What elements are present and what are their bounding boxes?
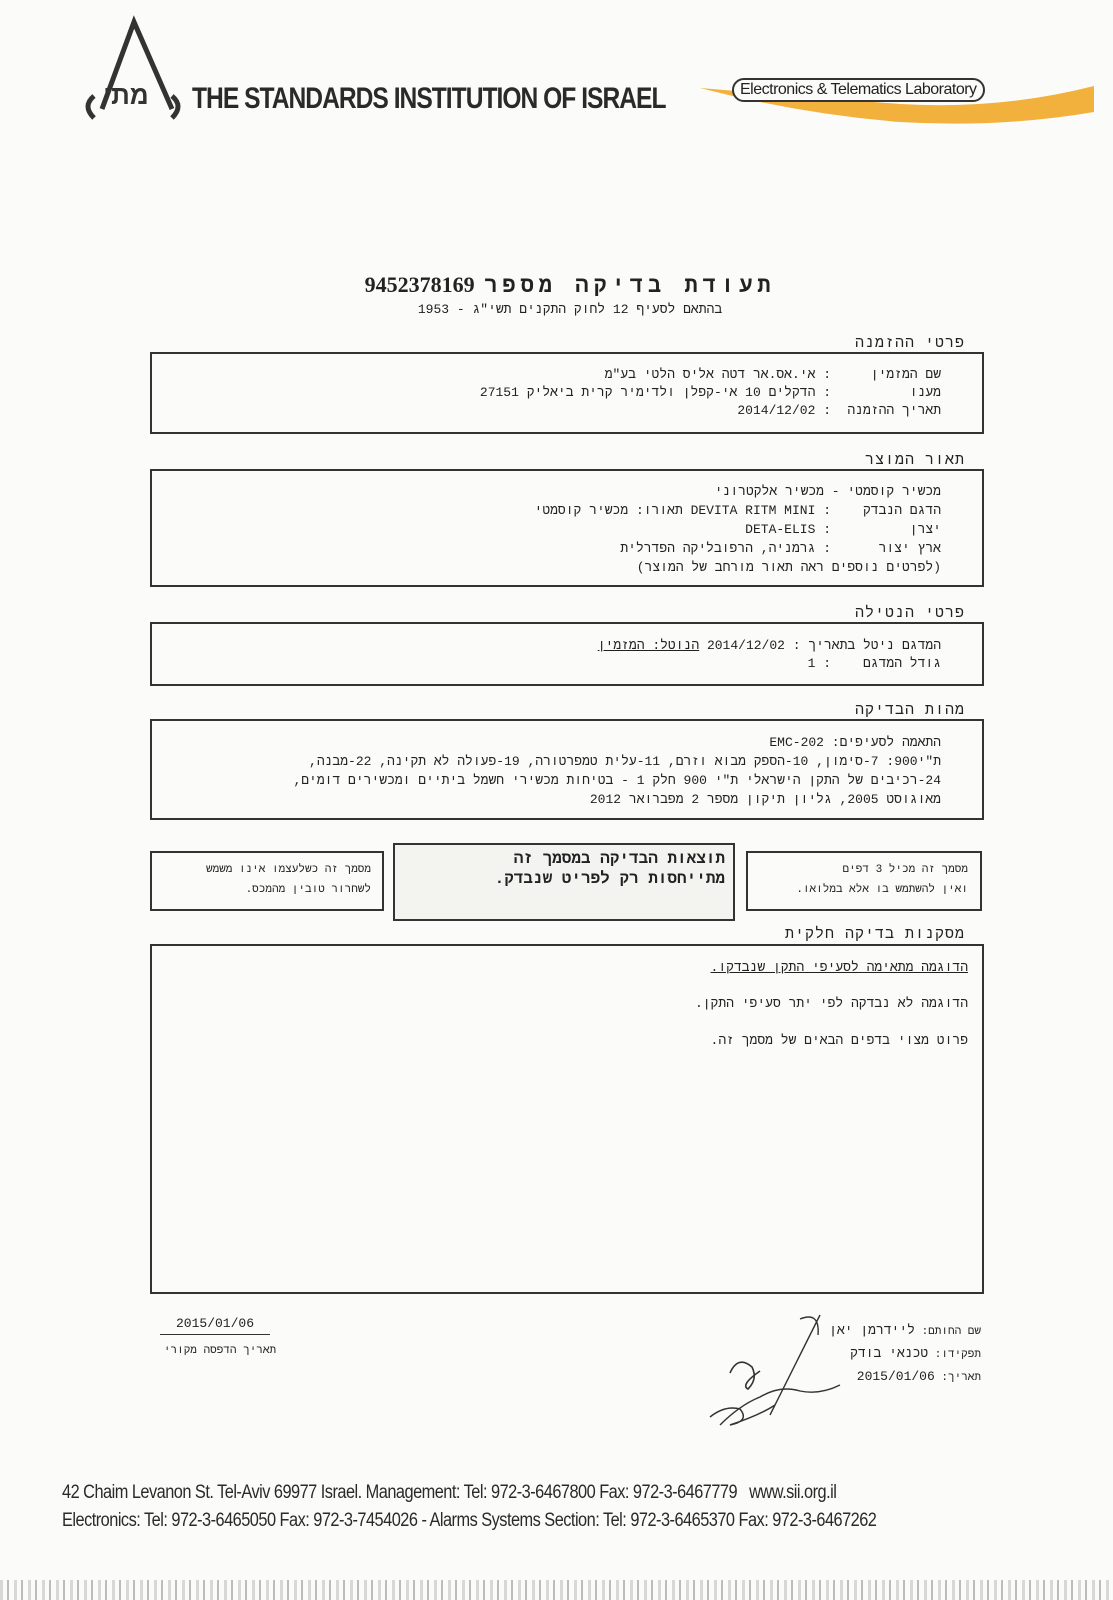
colon: :	[815, 503, 831, 518]
conclusions-line1: הדוגמה מתאימה לסעיפי התקן שנבדקו.	[710, 960, 968, 975]
order-heading: פרטי ההזמנה	[854, 335, 965, 352]
test-line2: ת"י900: 7-סימון, 10-הספק מבוא וזרם, 11-עלית טמפרטורה, 19-פעולה לא תקינה, 22-מבנה,	[309, 754, 941, 769]
order-label: מענו	[909, 385, 941, 400]
sign-date-label: תאריך:	[941, 1372, 981, 1384]
footer-line2: Electronics: Tel: 972-3-6465050 Fax: 972-3-7454026 - Alarms Systems Section: Tel: 972-3-6465370 Fax: 972-3-6467262	[62, 1510, 877, 1531]
sign-date-value: 2015/01/06	[856, 1369, 935, 1384]
notice-center-line2: מתייחסות רק לפריט שנבדק.	[494, 870, 725, 888]
notice-left-line1: מסמך זה כשלעצמו אינו משמש	[205, 864, 371, 876]
certificate-title	[350, 272, 790, 299]
colon: :	[815, 367, 831, 382]
product-row-maker	[745, 522, 941, 537]
sampling-by: הנוטל: המזמין	[597, 638, 700, 653]
product-row-model	[535, 503, 941, 518]
order-value: 2014/12/02	[737, 403, 816, 418]
product-note: (לפרטים נוספים ראה תאור מורחב של המוצר)	[636, 560, 941, 575]
sampling-date: 2014/12/02	[706, 638, 785, 653]
conclusions-heading: מסקנות בדיקה חלקית	[784, 926, 965, 943]
sampling-row-date	[598, 638, 941, 653]
role-row	[850, 1346, 981, 1361]
colon: :	[784, 638, 809, 653]
product-value: DETA-ELIS	[745, 522, 816, 537]
order-value: הדקלים 10 אי-קפלן ולדימיר קרית ביאליק 27151	[479, 385, 816, 400]
sampling-size: 1	[807, 656, 816, 671]
order-row-date	[737, 403, 941, 418]
notice-right-box	[746, 851, 982, 911]
order-row-customer	[605, 367, 941, 382]
notice-left-box	[150, 851, 384, 911]
colon: :	[815, 541, 831, 556]
role-value: טכנאי בודק	[850, 1346, 929, 1361]
sampling-row-size	[808, 656, 941, 671]
conclusions-line3: פרוט מצוי בדפים הבאים של מסמך זה.	[710, 1033, 968, 1048]
conclusions-line2: הדוגמה לא נבדקה לפי יתר סעיפי התקן.	[694, 996, 968, 1011]
notice-left-line2: לשחרור טובין מהמכס.	[245, 884, 371, 896]
sampling-box	[150, 622, 984, 686]
notice-right-line2: ואין להשתמש בו אלא במלואו.	[796, 884, 968, 896]
certificate-subtitle: בהתאם לסעיף 12 לחוק התקנים תשי"ג - 1953	[417, 302, 723, 317]
colon: :	[815, 403, 831, 418]
order-value: אי.אס.אר דטה אליס הלטי בע"מ	[604, 367, 816, 382]
order-row-address	[480, 385, 941, 400]
notice-center-line1: תוצאות הבדיקה במסמך זה	[513, 850, 725, 868]
institution-name: THE STANDARDS INSTITUTION OF ISRAEL	[192, 82, 666, 115]
product-label: יצרן	[909, 522, 941, 537]
signer-name: ליידרמן יאן	[829, 1323, 915, 1338]
colon: :	[815, 522, 831, 537]
test-line4: מאוגוסט 2005, גליון תיקון מספר 2 מפברואר 2012	[589, 792, 941, 807]
product-label: ארץ יצור	[878, 541, 941, 556]
sign-date-row	[857, 1369, 981, 1384]
product-value: DEVITA RITM MINI תאורו: מכשיר קוסמטי	[534, 503, 816, 518]
print-date: 2015/01/06	[160, 1316, 270, 1335]
certificate-number: 9452378169	[364, 272, 475, 297]
product-line1: מכשיר קוסמטי - מכשיר אלקטרוני	[714, 484, 941, 499]
footer-line1: 42 Chaim Levanon St. Tel-Aviv 69977 Israel. Management: Tel: 972-3-6467800 Fax: 972-3-6467779 www.sii.org.il	[62, 1482, 837, 1503]
certificate-title-text: תעודת בדיקה מספר	[484, 274, 776, 299]
test-line1: התאמה לסעיפים: EMC-202	[769, 735, 941, 750]
lab-label: Electronics & Telematics Laboratory	[732, 78, 985, 102]
order-label: שם המזמין	[870, 367, 941, 382]
scan-barcode-strip	[0, 1580, 1113, 1600]
test-heading: מהות הבדיקה	[854, 702, 965, 719]
test-line3: 24-רכיבים של התקן הישראלי ת"י 900 חלק 1 - בטיחות מכשירי חשמל ביתיים ומכשירים דומים,	[293, 773, 941, 788]
notice-right-line1: מסמך זה מכיל 3 דפים	[842, 864, 968, 876]
role-label: תפקידו:	[934, 1349, 981, 1361]
signer-label: שם החותם:	[921, 1326, 981, 1338]
product-label: הדגם הנבדק	[862, 503, 941, 518]
colon: :	[815, 656, 831, 671]
sampling-heading: פרטי הנטילה	[854, 605, 965, 622]
product-heading: תאור המוצר	[864, 452, 965, 469]
logo-text: מתי	[103, 80, 149, 110]
product-row-country	[620, 541, 941, 556]
handwritten-signature	[700, 1305, 850, 1435]
product-value: גרמניה, הרפובליקה הפדרלית	[620, 541, 816, 556]
order-label: תאריך ההזמנה	[847, 403, 941, 418]
colon: :	[815, 385, 831, 400]
sampling-label: המדגם ניטל בתאריך	[808, 638, 941, 653]
print-date-label: תאריך הדפסה מקורי	[163, 1345, 277, 1357]
sampling-label: גודל המדגם	[862, 656, 941, 671]
signer-row	[829, 1323, 981, 1338]
